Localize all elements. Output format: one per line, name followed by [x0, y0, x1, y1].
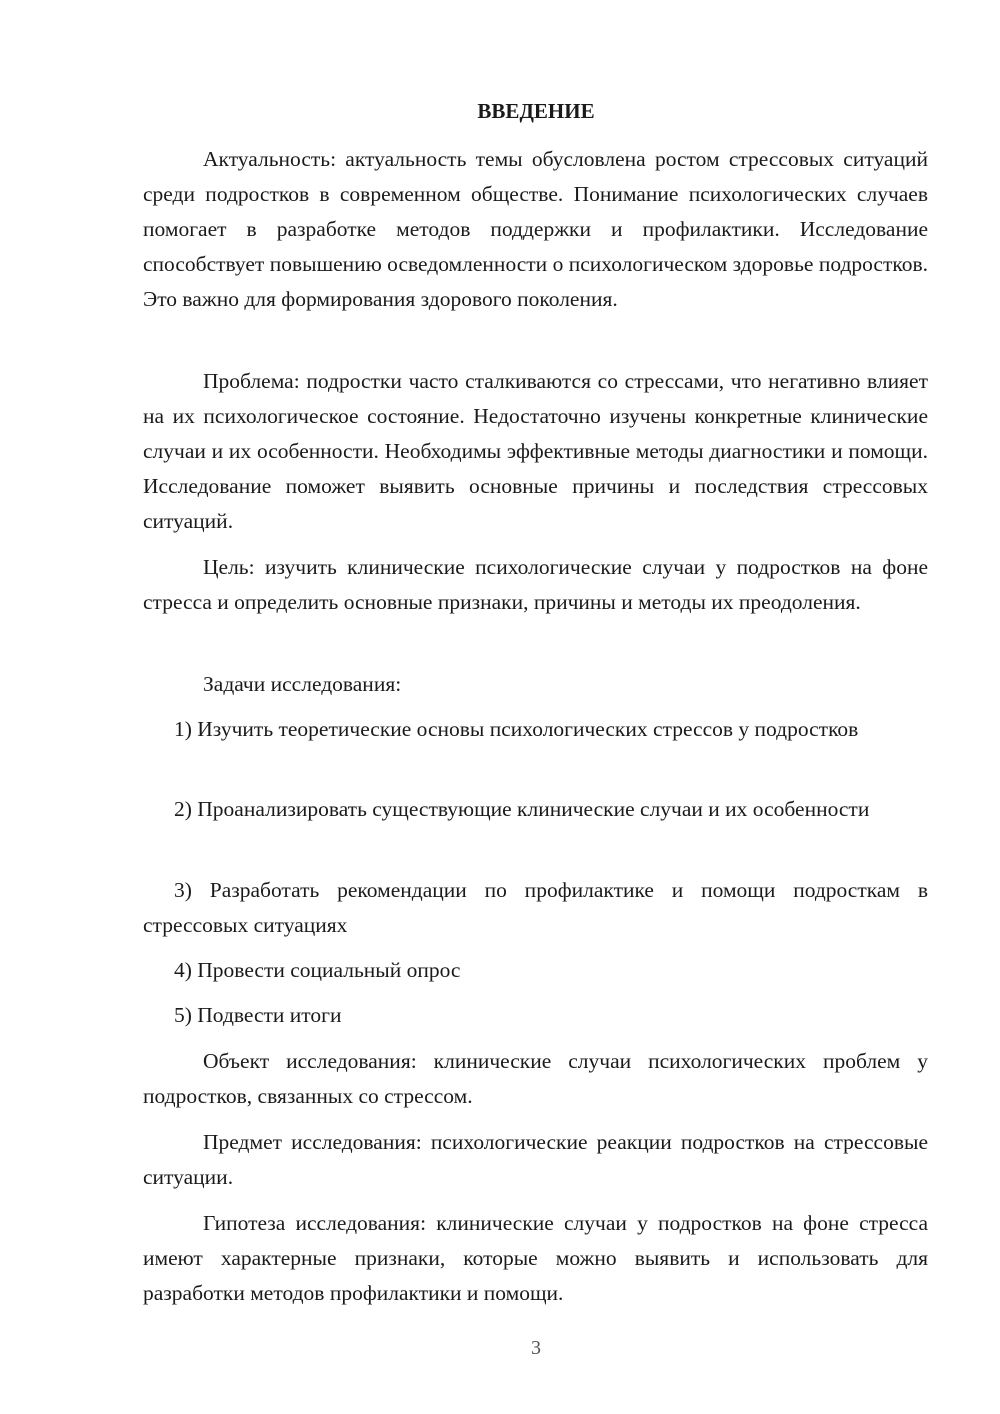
subject-paragraph: Предмет исследования: психологические реакции подростков на стрессовые ситуации. [143, 1130, 928, 1189]
goal-paragraph: Цель: изучить клинические психологические случаи у подростков на фоне стресса и определить основные признаки, причины и методы их преодоления. [143, 555, 928, 614]
object-paragraph: Объект исследования: клинические случаи психологических проблем у подростков, связанных со стрессом. [143, 1049, 928, 1108]
task-item-4: 4) Провести социальный опрос [174, 958, 461, 982]
task-item-2: 2) Проанализировать существующие клинические случаи и их особенности [174, 797, 870, 821]
relevance-paragraph: Актуальность: актуальность темы обусловлена ростом стрессовых ситуаций среди подростков в современном обществе. Понимание психологических случаев помогает в разработке методов поддержки и профилактики. Исследование способствует повышению осведомленности о психологическом здоровье подростков. Это важно для формирования здорового поколения. [143, 147, 928, 311]
section-heading: ВВЕДЕНИЕ [477, 99, 595, 123]
problem-paragraph: Проблема: подростки часто сталкиваются со стрессами, что негативно влияет на их психологическое состояние. Недостаточно изучены конкретные клинические случаи и их особенности. Необходимы эффективные методы диагностики и помощи. Исследование поможет выявить основные причины и последствия стрессовых ситуаций. [143, 369, 928, 533]
hypothesis-paragraph: Гипотеза исследования: клинические случаи у подростков на фоне стресса имеют характерные признаки, которые можно выявить и использовать для разработки методов профилактики и помощи. [143, 1211, 928, 1305]
tasks-heading: Задачи исследования: [203, 672, 402, 696]
task-item-5: 5) Подвести итоги [174, 1003, 342, 1027]
task-item-1: 1) Изучить теоретические основы психологических стрессов у подростков [174, 717, 859, 741]
task-item-3: 3) Разработать рекомендации по профилактике и помощи подросткам в стрессовых ситуациях [143, 878, 928, 937]
page-number: 3 [531, 1337, 541, 1359]
